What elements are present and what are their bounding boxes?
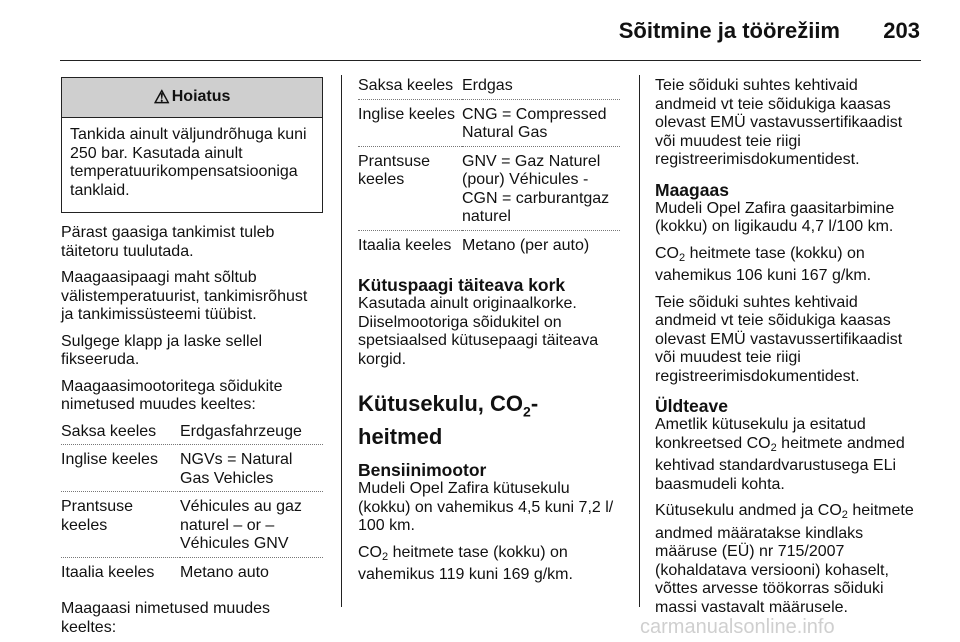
paragraph: Sulgege klapp ja laske sellel fikseeruda.: [61, 332, 263, 368]
table-cell-lang: Prantsuse keeles: [61, 492, 180, 558]
heading-fuel-cap: Kütuspaagi täiteava kork: [358, 275, 566, 295]
table-cell-name: Véhicules au gaz naturel – or – Véhicules GNV: [180, 492, 323, 558]
column-divider: [341, 75, 342, 607]
warning-box: [61, 77, 323, 213]
table-row: [358, 77, 620, 99]
table-cell-name: Erdgasfahrzeuge: [180, 423, 323, 445]
table-cell-lang: Saksa keeles: [358, 77, 462, 99]
table-row: [358, 230, 620, 265]
paragraph: Maagaasi nimetused muudes keeltes:: [61, 600, 271, 636]
table-cell-name: Metano (per auto): [462, 236, 590, 254]
paragraph: Ametlik kütusekulu ja esitatud konkreetsed CO2 heitmete andmed kehtivad standardvarustusega ELi baasmudeli kohta.: [655, 416, 905, 493]
warning-triangle-icon: ⚠: [153, 87, 170, 108]
warning-body: Tankida ainult väljundrõhuga kuni 250 bar. Kasutada ainult temperatuurikompensatsiooniga tanklaid.: [70, 126, 307, 199]
table-cell-lang: Prantsuse keeles: [358, 146, 462, 230]
warning-header: [62, 78, 322, 118]
header-rule: [60, 60, 921, 61]
heading-natural-gas: Maagaas: [655, 179, 729, 200]
paragraph: Mudeli Opel Zafira kütusekulu (kokku) on vahemikus 4,5 kuni 7,2 l/ 100 km.: [358, 480, 614, 535]
vehicle-names-table: [61, 423, 323, 593]
table-row: [61, 492, 323, 558]
paragraph: Kütusekulu andmed ja CO2 heitmete andmed määratakse kindlaks määruse (EÜ) nr 715/2007 (kohaldatava versiooni) kohaselt, võttes arvesse töökorras sõiduki massi vastavalt määrusele.: [655, 502, 914, 616]
heading-section: Kütusekulu, $CO_2$-heitmed: [358, 391, 539, 450]
paragraph: CO2 heitmete tase (kokku) on vahemikus 106 kuni 167 g/km.: [655, 244, 872, 284]
table-cell-name: Erdgas: [462, 77, 620, 99]
column-divider: [639, 75, 640, 607]
table-cell-name: CNG = Compressed Natural Gas: [462, 99, 620, 146]
table-cell-lang: Itaalia keeles: [61, 563, 155, 581]
column-3: [655, 77, 923, 625]
paragraph: Maagaasimootoritega sõidukite nimetused muudes keeltes:: [61, 377, 283, 413]
paragraph: Teie sõiduki suhtes kehtivaid andmeid vt teie sõidukiga kaasas olevast EMÜ vastavussertifikaadist või muudest teie riigi registreerimisdokumentidest.: [655, 77, 903, 168]
table-cell-lang: Inglise keeles: [61, 445, 180, 492]
paragraph: CO2 heitmete tase (kokku) on vahemikus 119 kuni 169 g/km.: [358, 543, 573, 584]
table-row: [61, 423, 323, 445]
warning-title: Hoiatus: [171, 88, 231, 106]
paragraph: Pärast gaasiga tankimist tuleb täitetoru tuulutada.: [61, 224, 275, 260]
table-cell-lang: Inglise keeles: [358, 99, 462, 146]
paragraph: Maagaasipaagi maht sõltub välistemperatuurist, tankimisrõhust ja tankimissüsteemi tüübist.: [61, 269, 308, 323]
table-cell-name: NGVs = Natural Gas Vehicles: [180, 445, 323, 492]
column-1: [61, 77, 323, 642]
paragraph: Teie sõiduki suhtes kehtivaid andmeid vt teie sõidukiga kaasas olevast EMÜ vastavussertifikaadist või muudest teie riigi registreerimisdokumentidest.: [655, 293, 903, 385]
paragraph: Mudeli Opel Zafira gaasitarbimine (kokku) on ligikaudu 4,7 l/100 km.: [655, 199, 895, 235]
page-header-title: Sõitmine ja töörežiim: [618, 18, 840, 43]
heading-general: Üldteave: [655, 396, 728, 416]
table-cell-lang: Saksa keeles: [61, 423, 180, 445]
table-row: [358, 99, 620, 146]
heading-petrol: Bensiinimootor: [358, 460, 487, 481]
table-row: [61, 557, 323, 592]
paragraph: Kasutada ainult originaalkorke. Diiselmootoriga sõidukitel on spetsiaalsed kütusepaagi täiteava korgid.: [358, 295, 599, 368]
table-row: [61, 445, 323, 492]
table-cell-name: Metano auto: [180, 563, 269, 581]
watermark: carmanualsonline.info: [640, 616, 835, 638]
table-cell-lang: Itaalia keeles: [358, 236, 452, 254]
gas-names-table: [358, 77, 620, 265]
page-number: 203: [883, 18, 920, 43]
table-row: [358, 146, 620, 230]
table-cell-name: GNV = Gaz Naturel (pour) Véhicules - CGN = carburantgaz naturel: [462, 146, 620, 230]
column-2: [358, 77, 620, 593]
